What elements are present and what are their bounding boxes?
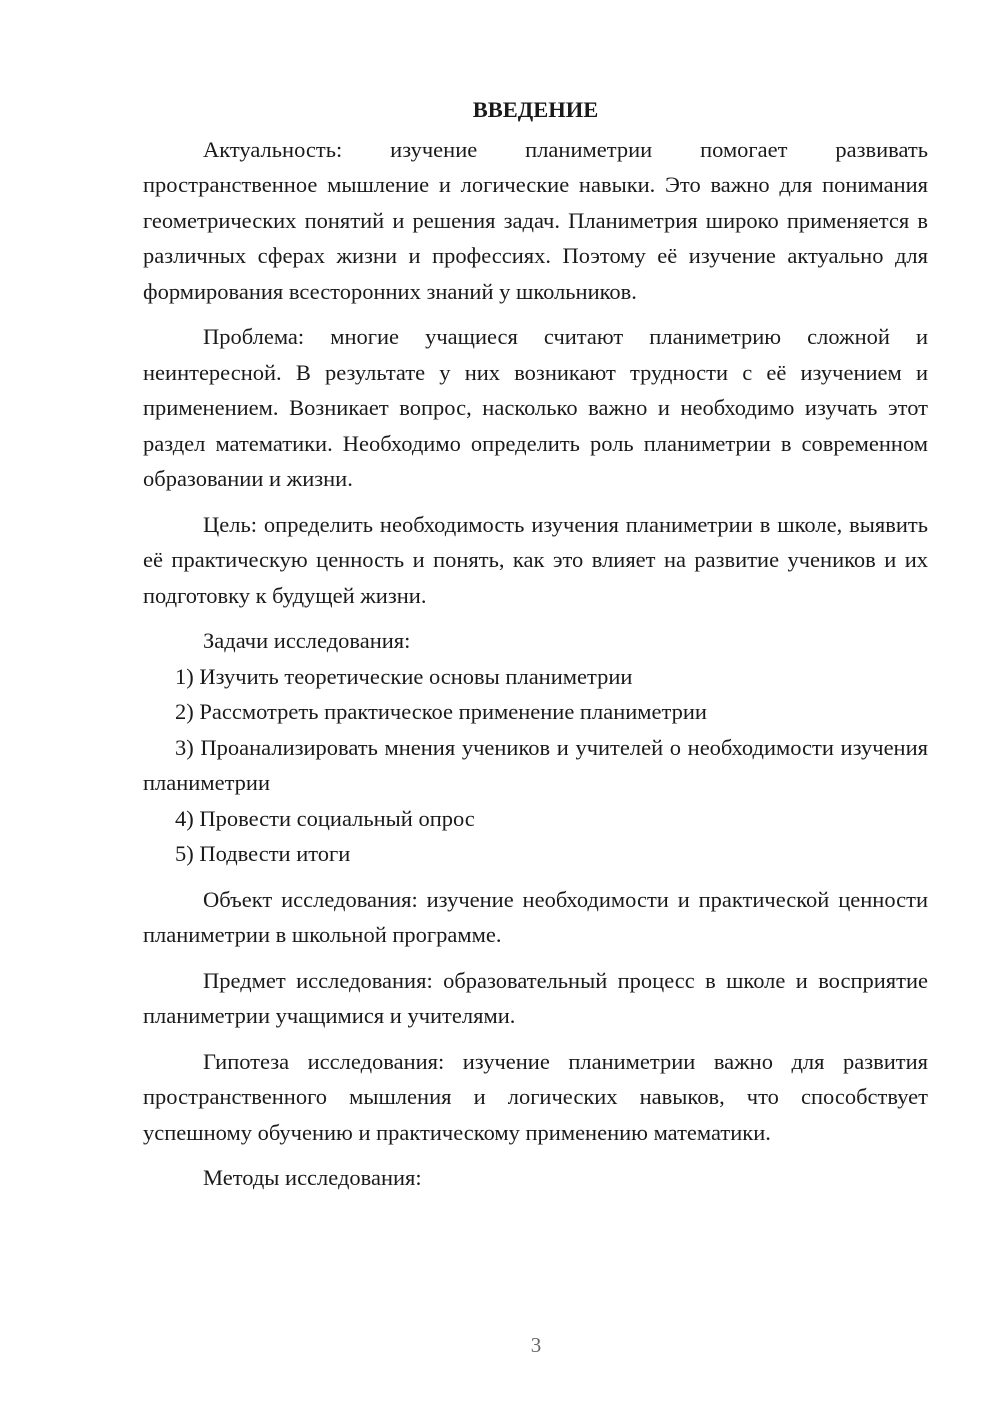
- task-item-5: 5) Подвести итоги: [175, 841, 351, 866]
- paragraph-subject: Предмет исследования: образовательный процесс в школе и восприятие планиметрии учащимися и учителями.: [143, 967, 928, 1028]
- page-number: 3: [530, 1333, 542, 1357]
- section-heading: ВВЕДЕНИЕ: [472, 97, 599, 122]
- task-item-1: 1) Изучить теоретические основы планиметрии: [175, 663, 633, 689]
- paragraph-object: Объект исследования: изучение необходимости и практической ценности планиметрии в школьной программе.: [143, 886, 928, 947]
- task-item-4: 4) Провести социальный опрос: [175, 805, 475, 831]
- tasks-title: Задачи исследования:: [203, 628, 411, 653]
- paragraph-problem: Проблема: многие учащиеся считают планиметрию сложной и неинтересной. В результате у них возникают трудности с её изучением и применением. Возникает вопрос, насколько важно и необходимо изучать этот раздел математики. Необходимо определить роль планиметрии в современном образовании и жизни.: [143, 324, 928, 491]
- paragraph-hypothesis: Гипотеза исследования: изучение планиметрии важно для развития пространственного мышления и логических навыков, что способствует успешному обучению и практическому применению математики.: [143, 1048, 928, 1145]
- task-item-2: 2) Рассмотреть практическое применение планиметрии: [175, 699, 707, 724]
- task-item-3: 3) Проанализировать мнения учеников и учителей о необходимости изучения планиметрии: [143, 734, 928, 795]
- page-content: [143, 92, 928, 1196]
- methods-title: Методы исследования:: [203, 1165, 422, 1190]
- paragraph-goal: Цель: определить необходимость изучения планиметрии в школе, выявить её практическую ценность и понять, как это влияет на развитие учеников и их подготовку к будущей жизни.: [143, 511, 928, 608]
- paragraph-relevance: Актуальность: изучение планиметрии помогает развивать пространственное мышление и логические навыки. Это важно для понимания геометрических понятий и решения задач. Планиметрия широко применяется в различных сферах жизни и профессиях. Поэтому её изучение актуально для формирования всесторонних знаний у школьников.: [143, 136, 928, 304]
